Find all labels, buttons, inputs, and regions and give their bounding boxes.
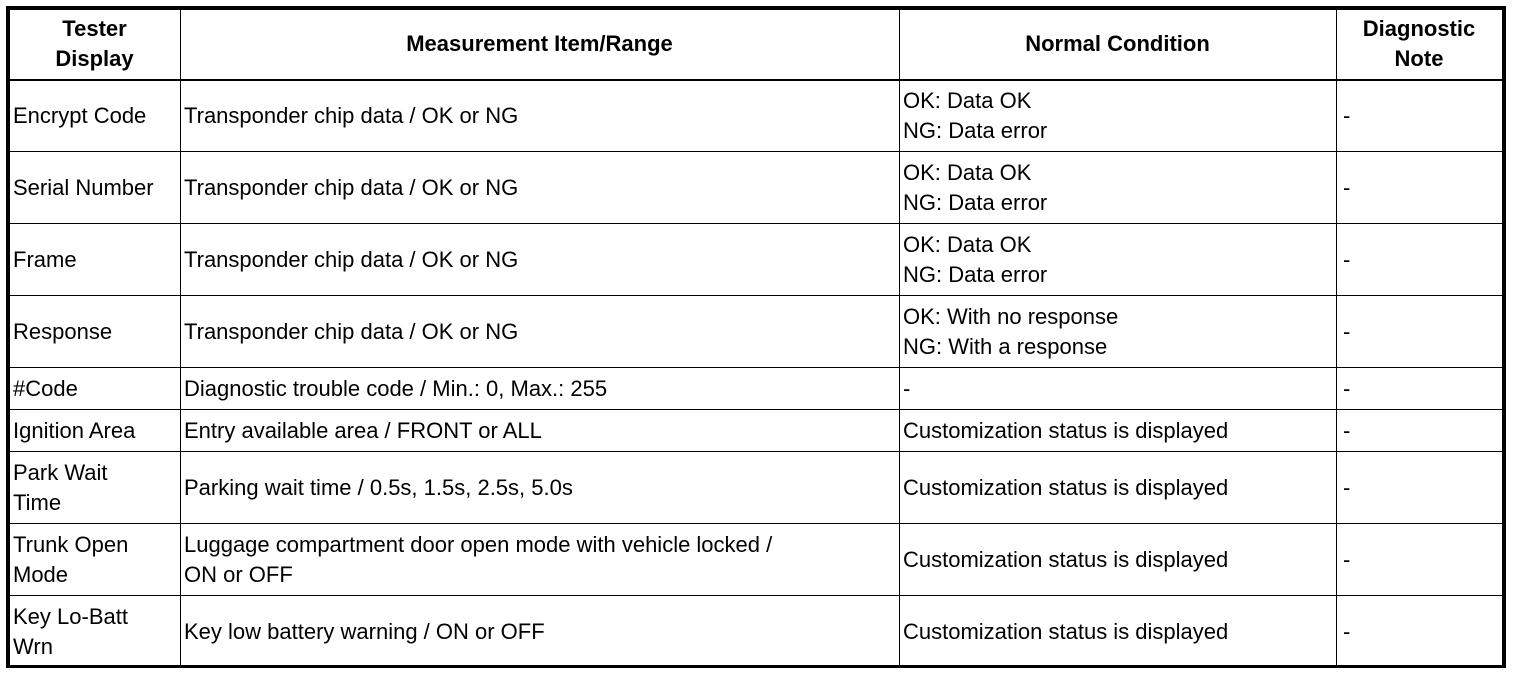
cell-diagnostic-note: -	[1337, 524, 1503, 596]
cell-normal-condition: OK: With no response NG: With a response	[900, 296, 1337, 368]
table-row	[10, 152, 1503, 224]
table-row	[10, 80, 1503, 152]
table-row	[10, 596, 1503, 668]
cell-measurement-item: Transponder chip data / OK or NG	[181, 296, 900, 368]
table-header-row	[10, 10, 1503, 80]
table-row	[10, 452, 1503, 524]
cell-normal-condition: Customization status is displayed	[900, 452, 1337, 524]
cell-normal-condition: OK: Data OK NG: Data error	[900, 80, 1337, 152]
cell-measurement-item: Transponder chip data / OK or NG	[181, 80, 900, 152]
cell-tester-display: Response	[10, 296, 181, 368]
cell-diagnostic-note: -	[1337, 368, 1503, 410]
cell-normal-condition: Customization status is displayed	[900, 524, 1337, 596]
cell-measurement-item: Entry available area / FRONT or ALL	[181, 410, 900, 452]
cell-diagnostic-note: -	[1337, 152, 1503, 224]
cell-tester-display: Frame	[10, 224, 181, 296]
table-row	[10, 224, 1503, 296]
cell-measurement-item: Parking wait time / 0.5s, 1.5s, 2.5s, 5.0s	[181, 452, 900, 524]
cell-measurement-item: Transponder chip data / OK or NG	[181, 224, 900, 296]
cell-normal-condition: -	[900, 368, 1337, 410]
cell-tester-display: Trunk Open Mode	[10, 524, 181, 596]
cell-tester-display: Ignition Area	[10, 410, 181, 452]
header-measurement-item: Measurement Item/Range	[181, 10, 900, 80]
cell-measurement-item: Luggage compartment door open mode with vehicle locked / ON or OFF	[181, 524, 900, 596]
cell-normal-condition: OK: Data OK NG: Data error	[900, 224, 1337, 296]
table-row	[10, 368, 1503, 410]
cell-tester-display: Park Wait Time	[10, 452, 181, 524]
cell-diagnostic-note: -	[1337, 80, 1503, 152]
header-diagnostic-note: Diagnostic Note	[1337, 10, 1503, 80]
cell-tester-display: Key Lo-Batt Wrn	[10, 596, 181, 668]
data-table-container	[6, 6, 1506, 668]
cell-diagnostic-note: -	[1337, 296, 1503, 368]
cell-diagnostic-note: -	[1337, 596, 1503, 668]
cell-tester-display: Serial Number	[10, 152, 181, 224]
table-row	[10, 410, 1503, 452]
cell-measurement-item: Key low battery warning / ON or OFF	[181, 596, 900, 668]
cell-diagnostic-note: -	[1337, 410, 1503, 452]
cell-measurement-item: Transponder chip data / OK or NG	[181, 152, 900, 224]
header-tester-display: Tester Display	[10, 10, 181, 80]
cell-normal-condition: Customization status is displayed	[900, 410, 1337, 452]
header-normal-condition: Normal Condition	[900, 10, 1337, 80]
cell-tester-display: #Code	[10, 368, 181, 410]
cell-normal-condition: Customization status is displayed	[900, 596, 1337, 668]
data-monitor-table	[9, 9, 1503, 668]
cell-tester-display: Encrypt Code	[10, 80, 181, 152]
cell-measurement-item: Diagnostic trouble code / Min.: 0, Max.: 255	[181, 368, 900, 410]
cell-normal-condition: OK: Data OK NG: Data error	[900, 152, 1337, 224]
table-row	[10, 524, 1503, 596]
cell-diagnostic-note: -	[1337, 452, 1503, 524]
table-row	[10, 296, 1503, 368]
cell-diagnostic-note: -	[1337, 224, 1503, 296]
